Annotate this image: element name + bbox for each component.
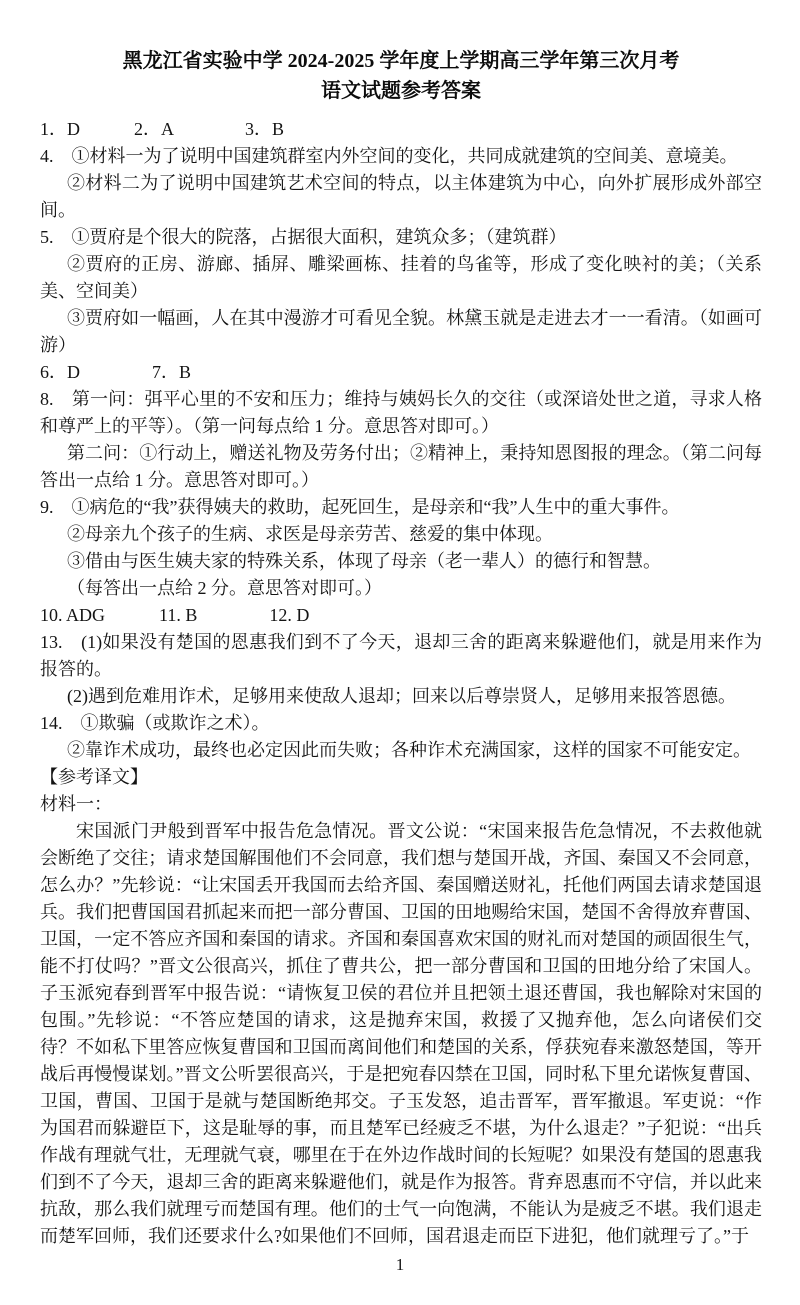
answer-q5-point1: 5. ①贾府是个很大的院落，占据很大面积，建筑众多；（建筑群）	[40, 227, 567, 247]
answer-q8-part1: 8. 第一问：弭平心里的不安和压力；维持与姨妈长久的交往（或深谙处世之道，寻求人格和尊严上的平等）。（第一问每点给 1 分。意思答对即可。）	[40, 389, 762, 436]
material-one-label: 材料一：	[40, 794, 112, 814]
page-number: 1	[395, 1255, 405, 1274]
answer-q9-point1: 9. ①病危的“我”获得姨夫的救助，起死回生，是母亲和“我”人生中的重大事件。	[40, 497, 680, 517]
reference-translation-heading: 【参考译文】	[40, 767, 148, 787]
document-title: 黑龙江省实验中学 2024-2025 学年度上学期高三学年第三次月考	[122, 50, 680, 72]
answer-q5-point2: ②贾府的正房、游廊、插屏、雕梁画栋、挂着的鸟雀等，形成了变化映衬的美；（关系美、空间美）	[40, 254, 762, 301]
answer-q14-point2: ②靠诈术成功，最终也必定因此而失败；各种诈术充满国家，这样的国家不可能安定。	[67, 740, 751, 760]
answer-q5-point3: ③贾府如一幅画，人在其中漫游才可看见全貌。林黛玉就是走进去才一一看清。（如画可游）	[40, 308, 762, 355]
answer-q9-scoring-note: （每答出一点给 2 分。意思答对即可。）	[67, 578, 382, 598]
document-subtitle: 语文试题参考答案	[321, 80, 481, 102]
answer-q6-q7: 6．D 7．B	[40, 362, 192, 382]
answer-q4-point1: 4. ①材料一为了说明中国建筑群室内外空间的变化，共同成就建筑的空间美、意境美。	[40, 146, 738, 166]
answer-q9-point3: ③借由与医生姨夫家的特殊关系，体现了母亲（老一辈人）的德行和智慧。	[67, 551, 661, 571]
answer-q4-point2: ②材料二为了说明中国建筑艺术空间的特点，以主体建筑为中心，向外扩展形成外部空间。	[40, 173, 762, 220]
answer-q13-part2: (2)遇到危难用诈术，足够用来使敌人退却；回来以后尊崇贤人，足够用来报答恩德。	[67, 686, 736, 706]
translation-paragraph: 宋国派门尹般到晋军中报告危急情况。晋文公说：“宋国来报告危急情况，不去救他就会断绝了交往；请求楚国解围他们不会同意，我们想与楚国开战，齐国、秦国又不会同意，怎么办？”先轸说：“让宋国丢开我国而去给齐国、秦国赠送财礼，托他们两国去请求楚国退兵。我们把曹国国君抓起来而把一部分曹国、卫国的田地赐给宋国，楚国不舍得放弃曹国、卫国，一定不答应齐国和秦国的请求。齐国和秦国喜欢宋国的财礼而对楚国的顽固很生气，能不打仗吗？”晋文公很高兴，抓住了曹共公，把一部分曹国和卫国的田地分给了宋国人。子玉派宛春到晋军中报告说：“请恢复卫侯的君位并且把领土退还曹国，我也解除对宋国的包围。”先轸说：“不答应楚国的请求，这是抛弃宋国，救援了又抛弃他，怎么向诸侯们交待？不如私下里答应恢复曹国和卫国而离间他们和楚国的关系，俘获宛春来激怒楚国，等开战后再慢慢谋划。”晋文公听罢很高兴，于是把宛春囚禁在卫国，同时私下里允诺恢复曹国、卫国，曹国、卫国于是就与楚国断绝邦交。子玉发怒，追击晋军，晋军撤退。军吏说：“作为国君而躲避臣下，这是耻辱的事，而且楚军已经疲乏不堪，为什么退走？”子犯说：“出兵作战有理就气壮，无理就气衰，哪里在于在外边作战时间的长短呢？如果没有楚国的恩惠我们到不了今天，退却三舍的距离来躲避他们，就是作为报答。背弃恩惠而不守信，并以此来抗敌，那么我们就理亏而楚国有理。他们的士气一向饱满，不能认为是疲乏不堪。我们退走而楚军回师，我们还要求什么?如果他们不回师，国君退走而臣下进犯，他们就理亏了。”于	[40, 821, 762, 1246]
answer-q8-part2: 第二问：①行动上，赠送礼物及劳务付出；②精神上，秉持知恩图报的理念。（第二问每答出一点给 1 分。意思答对即可。）	[40, 443, 762, 490]
answer-q13-part1: 13. (1)如果没有楚国的恩惠我们到不了今天，退却三舍的距离来躲避他们，就是用来作为报答的。	[40, 632, 762, 679]
answer-q1-q3: 1．D 2．A 3．B	[40, 119, 285, 139]
answer-q10-q12: 10. ADG 11. B 12. D	[40, 605, 310, 625]
answer-q9-point2: ②母亲九个孩子的生病、求医是母亲劳苦、慈爱的集中体现。	[67, 524, 553, 544]
answer-q14-point1: 14. ①欺骗（或欺诈之术）。	[40, 713, 270, 733]
